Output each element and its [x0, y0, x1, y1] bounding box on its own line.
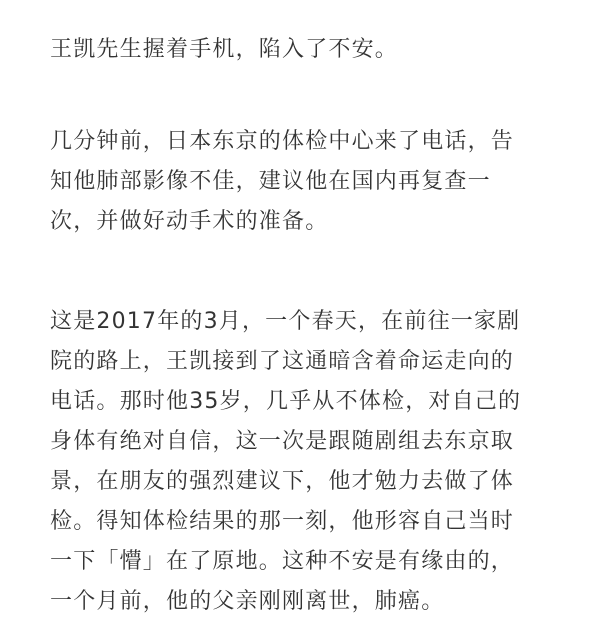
text-line: 身体有绝对自信，这一次是跟随剧组去东京取 [50, 429, 515, 454]
text-line: 电话。那时他35岁，几乎从不体检，对自己的 [50, 389, 522, 414]
text-line: 景，在朋友的强烈建议下，他才勉力去做了体 [50, 469, 515, 494]
paragraph-3 [50, 302, 560, 622]
text-line: 检。得知体检结果的那一刻，他形容自己当时 [50, 509, 515, 534]
paragraph-2 [50, 122, 560, 242]
text-line: 一下「懵」在了原地。这种不安是有缘由的， [50, 549, 515, 574]
paragraph-1 [50, 30, 560, 70]
text-line: 王凯先生握着手机，陷入了不安。 [50, 37, 399, 62]
text-line: 几分钟前，日本东京的体检中心来了电话，告 [50, 129, 515, 154]
text-line: 次，并做好动手术的准备。 [50, 209, 329, 234]
text-line: 知他肺部影像不佳，建议他在国内再复查一 [50, 169, 491, 194]
text-line: 一个月前，他的父亲刚刚离世，肺癌。 [50, 589, 445, 614]
text-line: 这是2017年的3月，一个春天，在前往一家剧 [50, 309, 521, 334]
text-line: 院的路上，王凯接到了这通暗含着命运走向的 [50, 349, 515, 374]
